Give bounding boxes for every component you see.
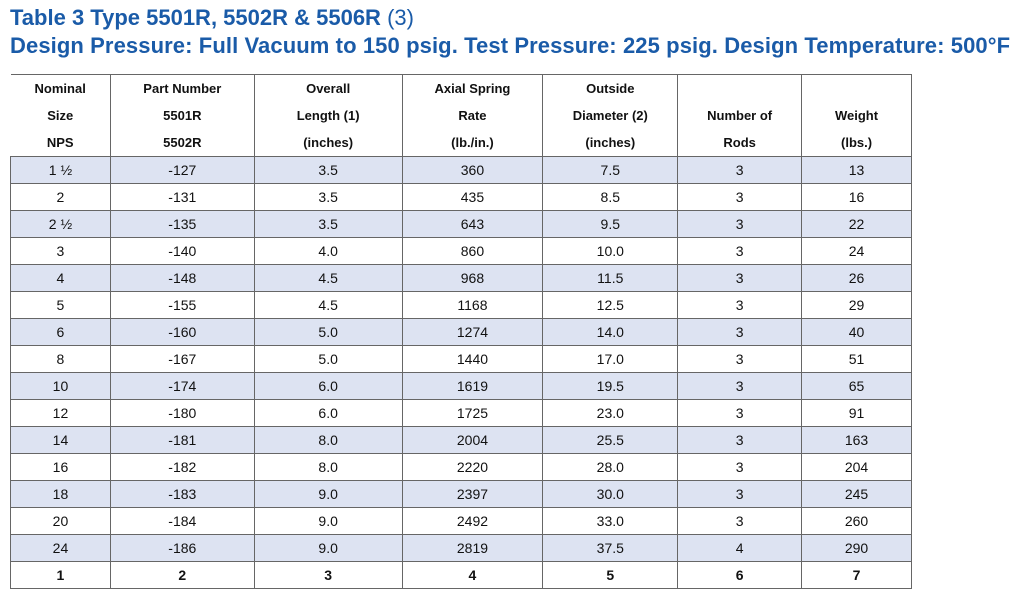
table-row xyxy=(11,427,912,454)
table-row xyxy=(11,265,912,292)
table-cell: 26 xyxy=(802,265,912,292)
column-header: Nominal xyxy=(11,75,111,103)
table-cell: 4 xyxy=(678,535,802,562)
table-cell: 4 xyxy=(11,265,111,292)
table-cell: 3 xyxy=(678,346,802,373)
column-header: Part Number xyxy=(110,75,254,103)
table-row xyxy=(11,373,912,400)
column-header: Rate xyxy=(402,102,543,129)
spec-table xyxy=(10,74,912,589)
table-cell: 1725 xyxy=(402,400,543,427)
table-row xyxy=(11,400,912,427)
table-cell: 18 xyxy=(11,481,111,508)
table-cell: 12.5 xyxy=(543,292,678,319)
table-cell: 29 xyxy=(802,292,912,319)
table-cell: 23.0 xyxy=(543,400,678,427)
table-cell: 2220 xyxy=(402,454,543,481)
table-cell: 4.5 xyxy=(254,265,402,292)
column-header: 5502R xyxy=(110,129,254,157)
table-cell: 37.5 xyxy=(543,535,678,562)
table-cell: 3 xyxy=(678,400,802,427)
table-cell: 1440 xyxy=(402,346,543,373)
table-row xyxy=(11,211,912,238)
header-row xyxy=(11,75,912,103)
table-row xyxy=(11,454,912,481)
table-cell: -148 xyxy=(110,265,254,292)
table-cell: 6 xyxy=(11,319,111,346)
table-cell: -131 xyxy=(110,184,254,211)
table-cell: 19.5 xyxy=(543,373,678,400)
table-cell: -135 xyxy=(110,211,254,238)
table-cell: 13 xyxy=(802,157,912,184)
table-cell: 2819 xyxy=(402,535,543,562)
table-cell: 33.0 xyxy=(543,508,678,535)
column-header: Diameter (2) xyxy=(543,102,678,129)
table-cell: 28.0 xyxy=(543,454,678,481)
table-cell: 10 xyxy=(11,373,111,400)
table-cell: 16 xyxy=(802,184,912,211)
table-cell: 7.5 xyxy=(543,157,678,184)
table-cell: 5.0 xyxy=(254,319,402,346)
table-title xyxy=(10,4,1024,32)
table-cell: 51 xyxy=(802,346,912,373)
table-cell: -160 xyxy=(110,319,254,346)
table-cell: -182 xyxy=(110,454,254,481)
table-row xyxy=(11,238,912,265)
table-cell: 14 xyxy=(11,427,111,454)
table-cell: -186 xyxy=(110,535,254,562)
table-cell: 9.5 xyxy=(543,211,678,238)
table-cell: 9.0 xyxy=(254,535,402,562)
column-number: 5 xyxy=(543,562,678,589)
table-cell: 860 xyxy=(402,238,543,265)
column-header xyxy=(678,75,802,103)
table-cell: -167 xyxy=(110,346,254,373)
table-cell: 3 xyxy=(678,211,802,238)
table-cell: 2 xyxy=(11,184,111,211)
column-number: 3 xyxy=(254,562,402,589)
table-cell: 5.0 xyxy=(254,346,402,373)
table-cell: 65 xyxy=(802,373,912,400)
title-block xyxy=(0,0,1024,62)
column-header: (inches) xyxy=(543,129,678,157)
table-cell: 5 xyxy=(11,292,111,319)
header-row xyxy=(11,102,912,129)
table-cell: 3.5 xyxy=(254,184,402,211)
table-cell: 14.0 xyxy=(543,319,678,346)
table-cell: 3 xyxy=(678,265,802,292)
table-cell: 8.5 xyxy=(543,184,678,211)
table-cell: 290 xyxy=(802,535,912,562)
table-cell: 1274 xyxy=(402,319,543,346)
table-cell: 20 xyxy=(11,508,111,535)
table-cell: 643 xyxy=(402,211,543,238)
column-header: (inches) xyxy=(254,129,402,157)
column-header: Size xyxy=(11,102,111,129)
header-row xyxy=(11,129,912,157)
table-cell: 3 xyxy=(11,238,111,265)
table-cell: 8.0 xyxy=(254,454,402,481)
table-cell: -127 xyxy=(110,157,254,184)
table-cell: 260 xyxy=(802,508,912,535)
table-cell: 25.5 xyxy=(543,427,678,454)
table-cell: 24 xyxy=(11,535,111,562)
table-cell: 968 xyxy=(402,265,543,292)
table-cell: 9.0 xyxy=(254,481,402,508)
column-header xyxy=(802,75,912,103)
table-header xyxy=(11,75,912,157)
table-cell: -155 xyxy=(110,292,254,319)
table-cell: 2397 xyxy=(402,481,543,508)
table-cell: 2 ½ xyxy=(11,211,111,238)
table-row xyxy=(11,535,912,562)
table-cell: 12 xyxy=(11,400,111,427)
table-cell: 3 xyxy=(678,454,802,481)
table-cell: 1619 xyxy=(402,373,543,400)
table-cell: 3 xyxy=(678,481,802,508)
table-cell: 8.0 xyxy=(254,427,402,454)
table-cell: 3 xyxy=(678,157,802,184)
table-cell: 360 xyxy=(402,157,543,184)
column-number: 1 xyxy=(11,562,111,589)
table-row xyxy=(11,481,912,508)
table-cell: 10.0 xyxy=(543,238,678,265)
table-row xyxy=(11,157,912,184)
table-cell: 4.0 xyxy=(254,238,402,265)
column-header: Overall xyxy=(254,75,402,103)
table-row xyxy=(11,508,912,535)
table-cell: 204 xyxy=(802,454,912,481)
table-cell: -180 xyxy=(110,400,254,427)
table-cell: -174 xyxy=(110,373,254,400)
table-row xyxy=(11,292,912,319)
table-cell: -181 xyxy=(110,427,254,454)
table-cell: 6.0 xyxy=(254,400,402,427)
table-body xyxy=(11,157,912,562)
column-header: (lb./in.) xyxy=(402,129,543,157)
column-header: Number of xyxy=(678,102,802,129)
table-cell: 3 xyxy=(678,427,802,454)
table-cell: 16 xyxy=(11,454,111,481)
table-cell: 4.5 xyxy=(254,292,402,319)
table-cell: 435 xyxy=(402,184,543,211)
column-number: 7 xyxy=(802,562,912,589)
table-cell: 9.0 xyxy=(254,508,402,535)
table-row xyxy=(11,319,912,346)
table-cell: 3 xyxy=(678,319,802,346)
column-header: Length (1) xyxy=(254,102,402,129)
table-cell: 3 xyxy=(678,238,802,265)
column-number: 6 xyxy=(678,562,802,589)
design-conditions: Design Pressure: Full Vacuum to 150 psig. Test Pressure: 225 psig. Design Temperature: 500°F xyxy=(10,33,1011,58)
table-cell: 3 xyxy=(678,373,802,400)
table-cell: 3 xyxy=(678,508,802,535)
column-header: Weight xyxy=(802,102,912,129)
table-cell: 3.5 xyxy=(254,211,402,238)
column-number: 2 xyxy=(110,562,254,589)
table-cell: 1 ½ xyxy=(11,157,111,184)
table-cell: 11.5 xyxy=(543,265,678,292)
table-cell: 22 xyxy=(802,211,912,238)
column-header: Outside xyxy=(543,75,678,103)
table-cell: 3 xyxy=(678,184,802,211)
table-cell: 2492 xyxy=(402,508,543,535)
table-cell: 3.5 xyxy=(254,157,402,184)
table-title-main: Table 3 Type 5501R, 5502R & 5506R xyxy=(10,5,381,30)
table-cell: 245 xyxy=(802,481,912,508)
column-number: 4 xyxy=(402,562,543,589)
table-cell: 3 xyxy=(678,292,802,319)
table-title-note: (3) xyxy=(387,5,414,30)
column-header: Axial Spring xyxy=(402,75,543,103)
table-cell: 91 xyxy=(802,400,912,427)
table-cell: 30.0 xyxy=(543,481,678,508)
table-footer xyxy=(11,562,912,589)
table-cell: 8 xyxy=(11,346,111,373)
table-cell: 1168 xyxy=(402,292,543,319)
table-cell: 6.0 xyxy=(254,373,402,400)
table-cell: 17.0 xyxy=(543,346,678,373)
table-cell: -140 xyxy=(110,238,254,265)
column-header: Rods xyxy=(678,129,802,157)
table-row xyxy=(11,184,912,211)
table-cell: 24 xyxy=(802,238,912,265)
table-cell: 40 xyxy=(802,319,912,346)
column-header: (lbs.) xyxy=(802,129,912,157)
column-header: NPS xyxy=(11,129,111,157)
table-row xyxy=(11,346,912,373)
table-cell: 2004 xyxy=(402,427,543,454)
table-cell: -183 xyxy=(110,481,254,508)
column-number-row xyxy=(11,562,912,589)
column-header: 5501R xyxy=(110,102,254,129)
table-cell: -184 xyxy=(110,508,254,535)
table-cell: 163 xyxy=(802,427,912,454)
